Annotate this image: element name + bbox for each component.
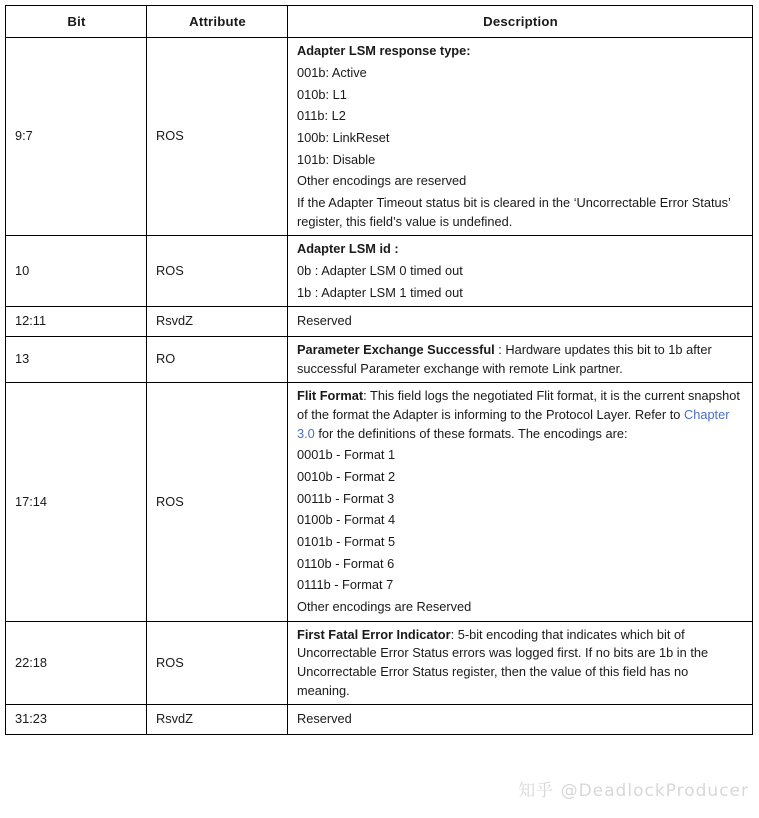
cell-bit: 22:18 (6, 621, 147, 705)
cell-description (288, 337, 753, 383)
column-header-description: Description (288, 6, 753, 38)
description-lead: Parameter Exchange Successful (297, 342, 495, 357)
description-lead: Flit Format (297, 388, 364, 404)
cell-bit: 13 (6, 337, 147, 383)
chapter-reference-link[interactable]: Chapter 3.0 (297, 407, 730, 441)
description-paragraph (297, 387, 744, 443)
table-row (6, 621, 753, 705)
description-paragraph: Reserved (297, 711, 352, 727)
column-header-bit: Bit (6, 6, 147, 38)
cell-bit: 10 (6, 236, 147, 307)
description-paragraph (297, 626, 744, 701)
description-paragraph (297, 341, 744, 378)
cell-attribute: ROS (147, 383, 288, 621)
description-text-after-link: for the definitions of these formats. The encodings are: (314, 425, 628, 441)
column-header-attribute: Attribute (147, 6, 288, 38)
encoding-line: 010b: L1 (297, 86, 347, 102)
description-lead: First Fatal Error Indicator (297, 626, 451, 642)
description-block (297, 626, 744, 701)
table-row (6, 38, 753, 236)
table-row (6, 236, 753, 307)
description-paragraph: Reserved (297, 313, 352, 329)
encoding-line: 0001b - Format 1 (297, 447, 396, 463)
cell-description (288, 236, 753, 307)
description-block (297, 42, 744, 231)
description-block (297, 387, 744, 616)
watermark: 知乎 @DeadlockProducer (518, 781, 749, 801)
description-paragraph: If the Adapter Timeout status bit is cleared in the ‘Uncorrectable Error Status’ register, this field’s value is undefined. (297, 194, 731, 229)
encoding-line: 011b: L2 (297, 108, 346, 124)
table-body (6, 38, 753, 735)
cell-description (288, 705, 753, 735)
cell-attribute: RO (147, 337, 288, 383)
table-row (6, 383, 753, 621)
description-text: : Hardware updates this bit to 1b after successful Parameter exchange with remote Link partner. (297, 342, 712, 376)
cell-description (288, 38, 753, 236)
description-text-before-link: : This field logs the negotiated Flit format, it is the current snapshot of the format the Adapter is informing to the Protocol Layer. Refer to (297, 388, 740, 423)
description-title: Adapter LSM response type: (297, 43, 471, 59)
encoding-line: 0b : Adapter LSM 0 timed out (297, 262, 463, 278)
cell-bit: 17:14 (6, 383, 147, 621)
cell-description (288, 307, 753, 337)
encoding-line: 0101b - Format 5 (297, 534, 396, 550)
description-block (297, 341, 744, 378)
encoding-line: 001b: Active (297, 64, 367, 80)
table-row (6, 307, 753, 337)
encoding-line: 100b: LinkReset (297, 129, 390, 145)
encoding-line: 0011b - Format 3 (297, 490, 395, 506)
encoding-line: 0110b - Format 6 (297, 555, 395, 571)
cell-bit: 12:11 (6, 307, 147, 337)
encoding-line: 0010b - Format 2 (297, 469, 396, 485)
table-header (6, 6, 753, 38)
cell-description (288, 383, 753, 621)
cell-description (288, 621, 753, 705)
cell-attribute: ROS (147, 38, 288, 236)
cell-attribute: RsvdZ (147, 705, 288, 735)
encoding-line: Other encodings are Reserved (297, 599, 472, 615)
table-row (6, 705, 753, 735)
encoding-line: Other encodings are reserved (297, 173, 467, 189)
encoding-line: 0100b - Format 4 (297, 512, 396, 528)
encoding-line: 101b: Disable (297, 151, 376, 167)
cell-attribute: ROS (147, 621, 288, 705)
description-block (297, 710, 744, 729)
description-text: : 5-bit encoding that indicates which bit of Uncorrectable Error Status errors was logged first. If no bits are 1b in the Uncorrectable Error Status register, then the value of this field has no meaning. (297, 626, 709, 698)
encoding-line: 1b : Adapter LSM 1 timed out (297, 284, 463, 300)
cell-attribute: ROS (147, 236, 288, 307)
register-field-table (5, 5, 753, 735)
cell-bit: 31:23 (6, 705, 147, 735)
cell-bit: 9:7 (6, 38, 147, 236)
description-title: Adapter LSM id : (297, 241, 399, 257)
cell-attribute: RsvdZ (147, 307, 288, 337)
table-header-row (6, 6, 753, 38)
table-row (6, 337, 753, 383)
description-block (297, 240, 744, 302)
encoding-line: 0111b - Format 7 (297, 577, 394, 593)
description-block (297, 312, 744, 331)
